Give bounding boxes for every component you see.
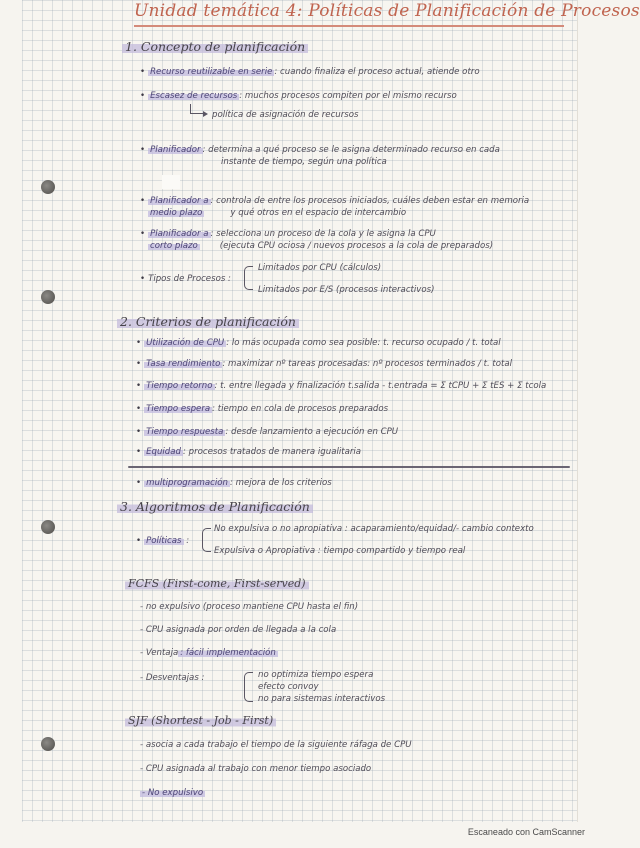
page-title: Unidad temática 4: Políticas de Planificación de Procesos — [134, 1, 564, 27]
brace-icon — [244, 672, 253, 702]
criterio-espera: • Tiempo espera : tiempo en cola de procesos preparados — [136, 404, 389, 414]
brace-icon — [244, 266, 253, 290]
note-planificador: • Planificador : determina a qué proceso se le asigna determinado recurso en cada — [140, 145, 500, 155]
notebook-page — [22, 0, 640, 822]
fcfs-point-2: - CPU asignada por orden de llegada a la cola — [140, 625, 337, 635]
section-heading-2: 2. Criterios de planificación — [117, 314, 299, 329]
criterio-respuesta: • Tiempo respuesta : desde lanzamiento a ejecución en CPU — [136, 427, 399, 437]
sjf-point-2: - CPU asignada al trabajo con menor tiempo asociado — [140, 764, 372, 774]
brace-icon — [202, 528, 211, 552]
arrow-icon — [190, 104, 205, 114]
criterio-utilizacion: • Utilización de CPU : lo más ocupada como sea posible: t. recurso ocupado / t. total — [136, 338, 501, 348]
divider-line — [128, 466, 570, 468]
note-tipos-procesos: • Tipos de Procesos : — [140, 274, 231, 284]
tipos-es: Limitados por E/S (procesos interactivos) — [258, 285, 435, 295]
note-escasez: • Escasez de recursos : muchos procesos compiten por el mismo recurso — [140, 91, 457, 101]
politica-expulsiva: Expulsiva o Apropiativa : tiempo compartido y tiempo real — [214, 546, 466, 556]
desventaja-2: efecto convoy — [258, 682, 319, 692]
note-corto-plazo-cont: corto plazo (ejecuta CPU ociosa / nuevos procesos a la cola de preparados) — [150, 241, 494, 251]
criterio-retorno: • Tiempo retorno : t. entre llegada y finalización t.salida - t.entrada = Σ tCPU + Σ tES + Σ tcola — [136, 381, 547, 391]
note-politicas: • Políticas : — [136, 536, 190, 546]
section-heading-3: 3. Algoritmos de Planificación — [117, 499, 313, 514]
criterio-multiprogramacion: • multiprogramación : mejora de los criterios — [136, 478, 332, 488]
binder-hole — [41, 520, 55, 534]
note-medio-plazo-cont: medio plazo y qué otros en el espacio de intercambio — [150, 208, 407, 218]
desventaja-1: no optimiza tiempo espera — [258, 670, 374, 680]
note-planificador-cont: instante de tiempo, según una política — [221, 157, 387, 167]
note-politica: política de asignación de recursos — [212, 110, 359, 120]
sjf-heading: SJF (Shortest - Job - First) — [125, 714, 276, 727]
fcfs-ventaja: - Ventaja : fácil implementación — [140, 648, 276, 658]
criterio-tasa: • Tasa rendimiento : maximizar nº tareas procesadas: nº procesos terminados / t. total — [136, 359, 513, 369]
note-recurso: • Recurso reutilizable en serie : cuando finaliza el proceso actual, atiende otro — [140, 67, 480, 77]
sjf-point-3: - No expulsivo — [142, 788, 204, 798]
note-medio-plazo: • Planificador a : controla de entre los procesos iniciados, cuáles deben estar en memoria — [140, 196, 530, 206]
tipos-cpu: Limitados por CPU (cálculos) — [258, 263, 382, 273]
correction-patch — [162, 175, 180, 189]
binder-hole — [41, 180, 55, 194]
politica-no-expulsiva: No expulsiva o no apropiativa : acaparamiento/equidad/- cambio contexto — [214, 524, 534, 534]
binder-hole — [41, 737, 55, 751]
fcfs-heading: FCFS (First-come, First-served) — [125, 577, 309, 590]
note-corto-plazo: • Planificador a : selecciona un proceso de la cola y le asigna la CPU — [140, 229, 436, 239]
scanner-watermark: Escaneado con CamScanner — [467, 827, 585, 837]
sjf-point-1: - asocia a cada trabajo el tiempo de la siguiente ráfaga de CPU — [140, 740, 412, 750]
criterio-equidad: • Equidad : procesos tratados de manera igualitaria — [136, 447, 362, 457]
desventaja-3: no para sistemas interactivos — [258, 694, 386, 704]
binder-hole — [41, 290, 55, 304]
fcfs-point-1: - no expulsivo (proceso mantiene CPU hasta el fin) — [140, 602, 359, 612]
section-heading-1: 1. Concepto de planificación — [122, 39, 308, 54]
fcfs-desventajas: - Desventajas : — [140, 673, 205, 683]
